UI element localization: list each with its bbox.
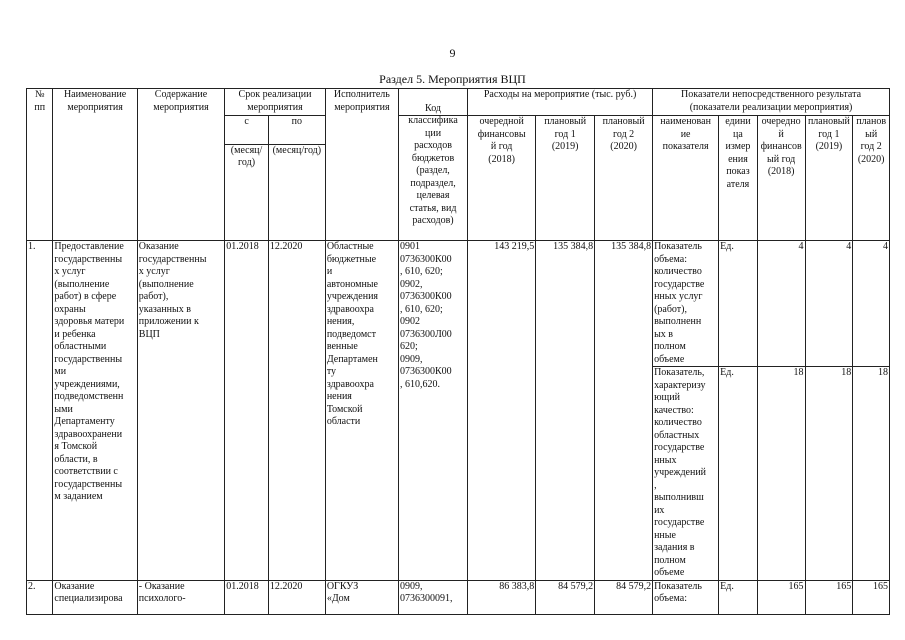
row-executor: Областные бюджетные и автономные учреждения здравоохра нения, подведомст венные Департамен ту здравоохра нения Томской области bbox=[325, 241, 398, 581]
indicator-plan1: 18 bbox=[805, 367, 853, 581]
indicator-next: 18 bbox=[757, 367, 805, 581]
page-number: 9 bbox=[449, 46, 456, 60]
row-content: - Оказание психолого- bbox=[137, 580, 224, 614]
indicator-next: 165 bbox=[757, 580, 805, 614]
row-exp-plan1: 84 579,2 bbox=[536, 580, 595, 614]
header-period-to: по bbox=[268, 116, 325, 145]
header-executor: Исполнитель мероприятия bbox=[325, 89, 398, 241]
header-ind-next: очередно й финансов ый год (2018) bbox=[757, 116, 805, 241]
indicator-next: 4 bbox=[757, 241, 805, 367]
header-content: Содержание мероприятия bbox=[137, 89, 224, 241]
row-exp-plan1: 135 384,8 bbox=[536, 241, 595, 581]
header-ind-unit: едини ца измер ения показ ателя bbox=[719, 116, 758, 241]
indicator-plan1: 4 bbox=[805, 241, 853, 367]
header-exp-plan1: плановый год 1 (2019) bbox=[536, 116, 595, 241]
row-code: 0909, 0736300091, bbox=[398, 580, 467, 614]
row-num: 2. bbox=[27, 580, 53, 614]
row-to: 12.2020 bbox=[268, 241, 325, 581]
row-to: 12.2020 bbox=[268, 580, 325, 614]
header-code: Код классифика ции расходов бюджетов (раздел, подраздел, целевая статья, вид расходов) bbox=[398, 116, 467, 241]
indicator-plan2: 165 bbox=[853, 580, 890, 614]
row-content: Оказание государственны х услуг (выполнение работ), указанных в приложении к ВЦП bbox=[137, 241, 224, 581]
indicator-name: Показатель объема: количество государстве нных услуг (работ), выполненн ых в полном объеме bbox=[653, 241, 719, 367]
header-exp-next: очередной финансовы й год (2018) bbox=[468, 116, 536, 241]
header-ind-plan1: плановый год 1 (2019) bbox=[805, 116, 853, 241]
table-row bbox=[27, 580, 890, 614]
indicator-plan2: 18 bbox=[853, 367, 890, 581]
header-exp-plan2: плановый год 2 (2020) bbox=[595, 116, 653, 241]
row-from: 01.2018 bbox=[225, 580, 269, 614]
header-expenses: Расходы на мероприятие (тыс. руб.) bbox=[468, 89, 653, 116]
row-exp-next: 143 219,5 bbox=[468, 241, 536, 581]
header-period-from: с bbox=[225, 116, 269, 145]
row-executor: ОГКУЗ «Дом bbox=[325, 580, 398, 614]
indicator-name: Показатель объема: bbox=[653, 580, 719, 614]
header-ind-name: наименован ие показателя bbox=[653, 116, 719, 241]
indicator-plan2: 4 bbox=[853, 241, 890, 367]
header-period-to-unit: (месяц/год) bbox=[268, 144, 325, 240]
header-num: № пп bbox=[27, 89, 53, 241]
indicator-unit: Ед. bbox=[719, 580, 758, 614]
indicator-unit: Ед. bbox=[719, 241, 758, 367]
row-name: Оказание специализирова bbox=[53, 580, 137, 614]
row-name: Предоставление государственны х услуг (выполнение работ) в сфере охраны здоровья матери и ребенка областными государственны ми учреждениями, подведомственн ыми Департаменту здравоохранени я Томской области, в соответствии с государственны м заданием bbox=[53, 241, 137, 581]
header-period: Срок реализации мероприятия bbox=[225, 89, 326, 116]
row-code: 0901 0736300К00 , 610, 620; 0902, 0736300К00 , 610, 620; 0902 0736300Л00 620; 0909, 0736300К00 , 610,620. bbox=[398, 241, 467, 581]
measures-table bbox=[26, 88, 890, 615]
indicator-name: Показатель, характеризу ющий качество: количество областных государстве нных учреждений , выполнивш их государстве нные задания в полном объеме bbox=[653, 367, 719, 581]
row-exp-plan2: 84 579,2 bbox=[595, 580, 653, 614]
header-period-from-unit: (месяц/ год) bbox=[225, 144, 269, 240]
indicator-plan1: 165 bbox=[805, 580, 853, 614]
table-row bbox=[27, 241, 890, 367]
header-ind-plan2: планов ый год 2 (2020) bbox=[853, 116, 890, 241]
indicator-unit: Ед. bbox=[719, 367, 758, 581]
row-exp-next: 86 383,8 bbox=[468, 580, 536, 614]
header-indicators: Показатели непосредственного результата (показатели реализации мероприятия) bbox=[653, 89, 890, 116]
header-name: Наименование мероприятия bbox=[53, 89, 137, 241]
section-title: Раздел 5. Мероприятия ВЦП bbox=[379, 72, 526, 86]
row-num: 1. bbox=[27, 241, 53, 581]
row-exp-plan2: 135 384,8 bbox=[595, 241, 653, 581]
row-from: 01.2018 bbox=[225, 241, 269, 581]
